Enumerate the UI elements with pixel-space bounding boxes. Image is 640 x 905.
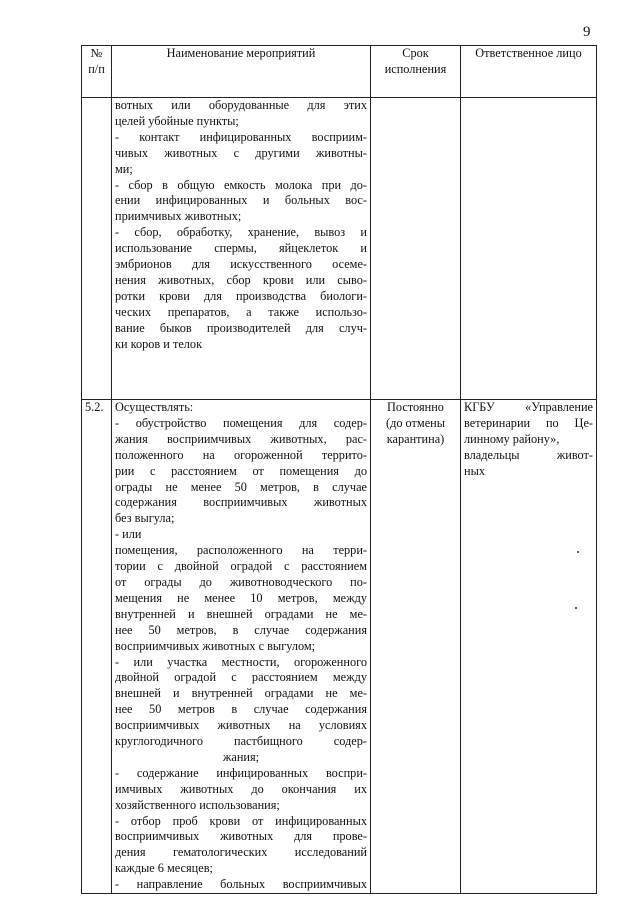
row2-line: содержания восприимчивых животных bbox=[115, 495, 367, 510]
row2-line: внутренней и внешней оградами не ме- bbox=[115, 606, 367, 621]
header-term bbox=[371, 46, 461, 98]
row1-line: нения животных, сбор крови или сыво- bbox=[115, 272, 367, 287]
row2-line: восприимчивых животных для прове- bbox=[115, 829, 367, 844]
row2-line: внешней и внутренней оградами не ме- bbox=[115, 686, 367, 701]
row1-line: эмбрионов для искусственного осеме- bbox=[115, 257, 367, 272]
row2-line: восприимчивых животных на условиях bbox=[115, 718, 367, 733]
row2-line: дения гематологических исследований bbox=[115, 845, 367, 860]
row2-line: восприимчивых животных с выгулом; bbox=[115, 638, 316, 653]
row2-term-line: Постоянно bbox=[387, 400, 444, 414]
row1-line: вание быков производителей для случ- bbox=[115, 320, 367, 335]
row1-line: ческих препаратов, а также использо- bbox=[115, 304, 367, 319]
table-header-row bbox=[82, 46, 597, 98]
row1-line: вотных или оборудованные для этих bbox=[115, 98, 367, 112]
row1-line: ротки крови для производства биологи- bbox=[115, 288, 367, 303]
row2-term-line: карантина) bbox=[386, 431, 445, 446]
row2-line: положенного на огороженной террито- bbox=[115, 447, 367, 462]
row2-line: - содержание инфицированных воспри- bbox=[115, 765, 367, 780]
row2-responsible-line: владельцы живот- bbox=[464, 447, 593, 462]
row2-line: без выгула; bbox=[115, 511, 175, 526]
header-responsible-text: Ответственное лицо bbox=[475, 46, 582, 60]
row1-line: целей убойные пункты; bbox=[115, 113, 239, 128]
measures-table bbox=[81, 45, 597, 894]
row1-line: ки коров и телок bbox=[115, 336, 203, 351]
row2-line: круглогодичного пастбищного содер- bbox=[115, 734, 367, 749]
row2-line: жания; bbox=[222, 749, 260, 764]
row2-line: нее 50 метров, в случае содержания bbox=[115, 622, 367, 637]
row1-line: приимчивых животных; bbox=[115, 209, 242, 224]
header-number-line2: п/п bbox=[88, 61, 105, 76]
row2-line: от ограды до животноводческого по- bbox=[115, 574, 367, 589]
table-row bbox=[82, 400, 597, 894]
scan-speck bbox=[575, 607, 577, 609]
row1-number bbox=[82, 98, 112, 400]
table-row bbox=[82, 98, 597, 400]
row1-line: - сбор в общую емкость молока при до- bbox=[115, 177, 367, 192]
row1-line: ении инфицированных и больных вос- bbox=[115, 193, 367, 208]
row2-line: нее 50 метров в случае содержания bbox=[115, 702, 367, 717]
row2-line: - отбор проб крови от инфицированных bbox=[115, 813, 367, 828]
row2-number: 5.2. bbox=[82, 400, 112, 894]
header-number-line1: № bbox=[90, 46, 103, 60]
row1-line: использование спермы, яйцеклеток и bbox=[115, 241, 367, 256]
scan-speck bbox=[577, 551, 579, 553]
row2-line: хозяйственного использования; bbox=[115, 797, 280, 812]
row2-term bbox=[371, 400, 461, 894]
row2-line: каждые 6 месяцев; bbox=[115, 861, 213, 876]
header-name-text: Наименование мероприятий bbox=[166, 46, 316, 60]
row2-line: помещения, расположенного на терри- bbox=[115, 543, 367, 558]
row2-line: - направление больных восприимчивых bbox=[115, 877, 367, 892]
row2-line: двойной оградой с расстоянием между bbox=[115, 670, 367, 685]
row1-line: чивых животных с другими животны- bbox=[115, 145, 367, 160]
row2-line: - или bbox=[115, 527, 142, 542]
row2-line: мещения не менее 10 метров, между bbox=[115, 590, 367, 605]
row2-term-line: (до отмены bbox=[385, 415, 446, 430]
row1-responsible bbox=[461, 98, 597, 400]
header-term-line2: исполнения bbox=[384, 61, 447, 76]
header-number bbox=[82, 46, 112, 98]
row2-line: тории с двойной оградой с расстоянием bbox=[115, 559, 367, 574]
row2-line: ограды не менее 50 метров, в случае bbox=[115, 479, 367, 494]
row2-text bbox=[112, 400, 371, 894]
row2-responsible-line: линному району», bbox=[464, 431, 560, 446]
row1-text bbox=[112, 98, 371, 400]
row2-responsible-line: ветеринарии по Це- bbox=[464, 415, 593, 430]
row2-responsible-line: ных bbox=[464, 463, 485, 478]
row2-line: имчивых животных до окончания их bbox=[115, 781, 367, 796]
row2-line: жания восприимчивых животных, рас- bbox=[115, 431, 367, 446]
row2-line: Осуществлять: bbox=[115, 400, 194, 414]
row2-line: рии с расстоянием от помещения до bbox=[115, 463, 367, 478]
row2-line: - или участка местности, огороженного bbox=[115, 654, 367, 669]
row1-line: ми; bbox=[115, 161, 133, 176]
row2-responsible bbox=[461, 400, 597, 894]
row2-responsible-line: КГБУ «Управление bbox=[464, 400, 593, 414]
row1-term bbox=[371, 98, 461, 400]
row1-line: - контакт инфицированных восприим- bbox=[115, 129, 367, 144]
header-responsible bbox=[461, 46, 597, 98]
row2-line: - обустройство помещения для содер- bbox=[115, 415, 367, 430]
header-term-line1: Срок bbox=[402, 46, 429, 60]
page-number: 9 bbox=[583, 24, 591, 40]
row1-line: - сбор, обработку, хранение, вывоз и bbox=[115, 225, 367, 240]
header-name bbox=[112, 46, 371, 98]
